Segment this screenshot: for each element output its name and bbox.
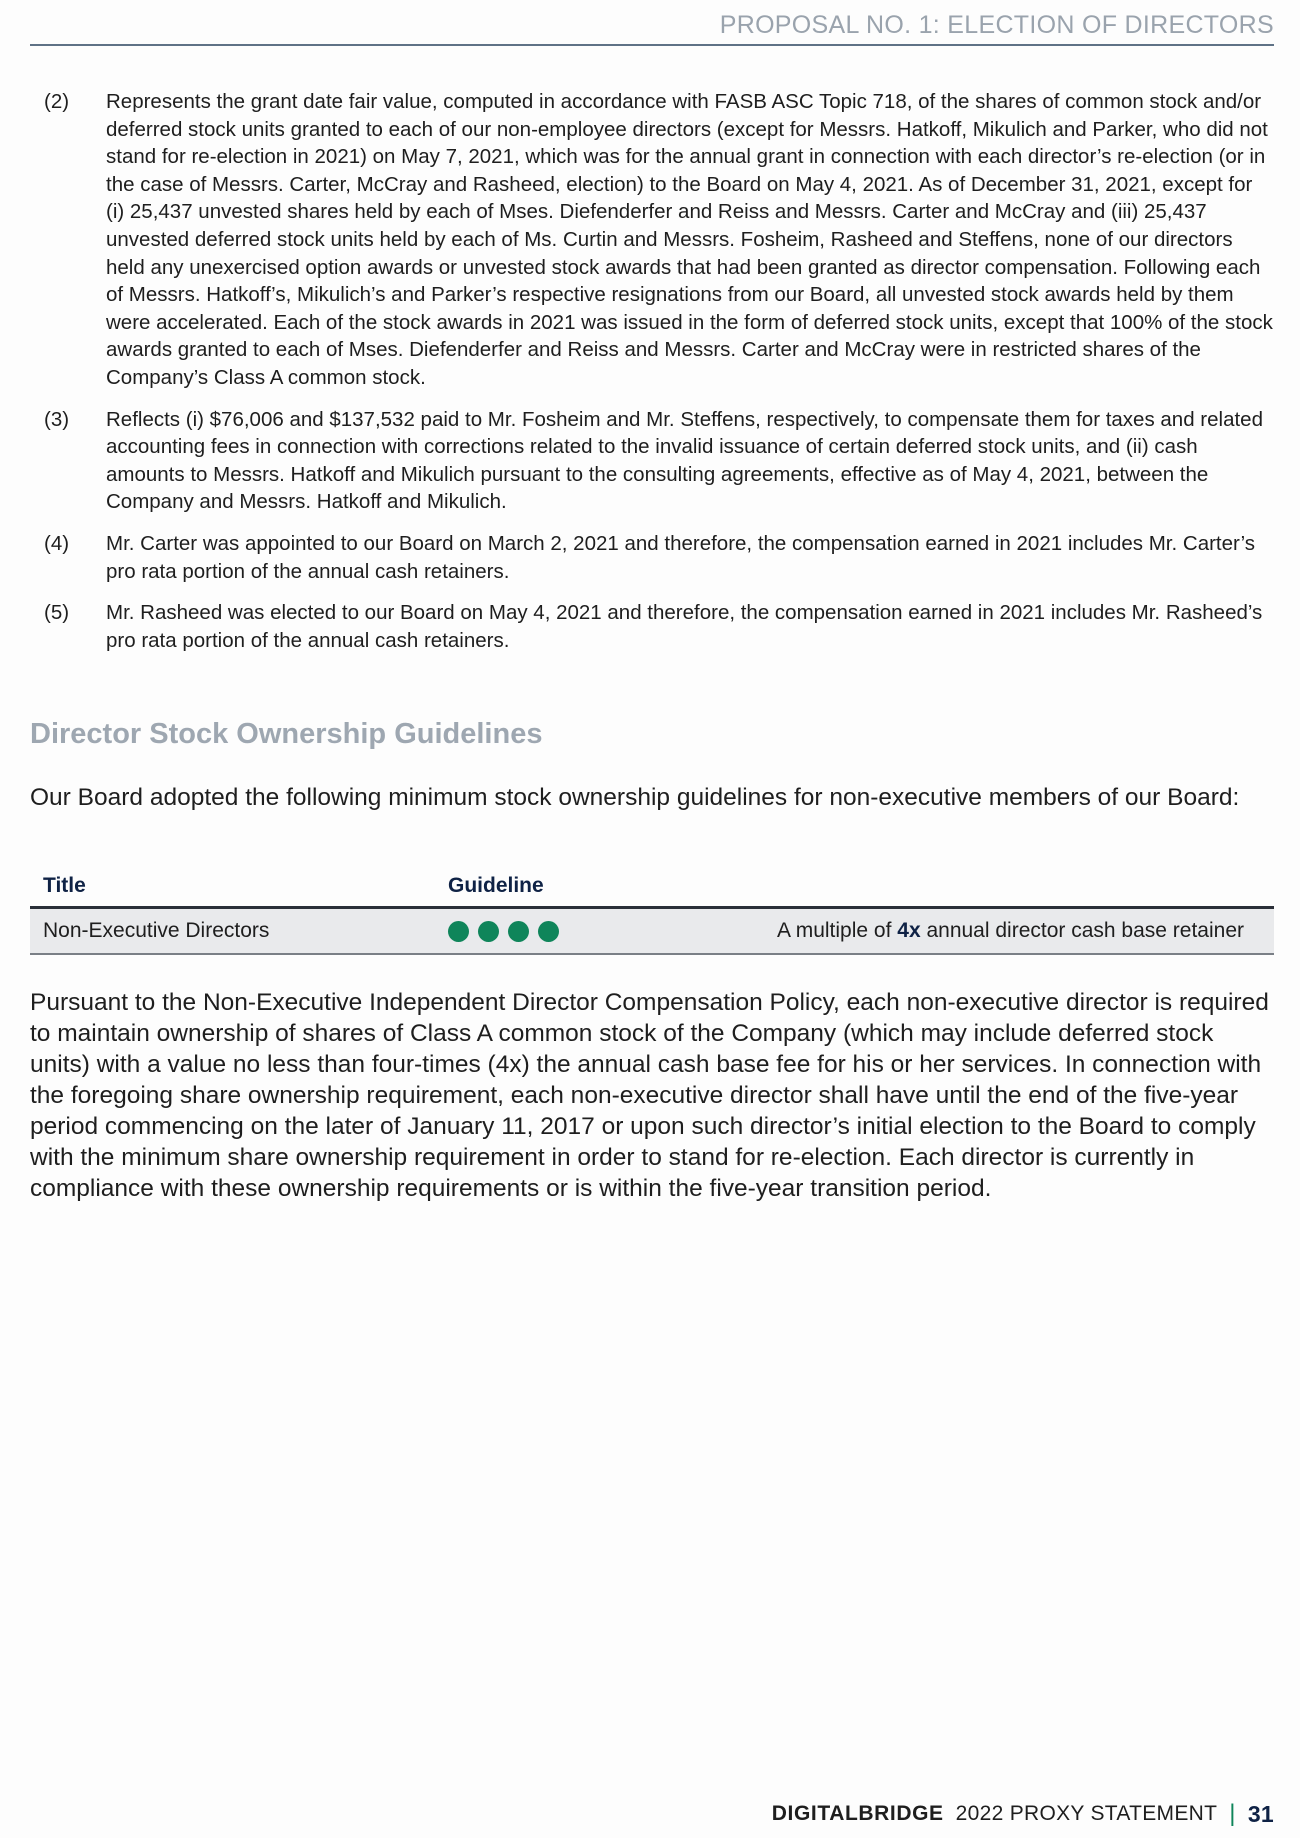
ownership-guidelines-table bbox=[30, 866, 1274, 955]
policy-paragraph: Pursuant to the Non-Executive Independent Director Compensation Policy, each non-executive director is required to maintain ownership of shares of Class A common stock of the Company (which may include deferred stock units) with a value no less than four-times (4x) the annual cash base fee for his or her services. In connection with the foregoing share ownership requirement, each non-executive director shall have until the end of the five-year period commencing on the later of January 11, 2017 or upon such director’s initial election to the Board to comply with the minimum share ownership requirement in order to stand for re-election. Each director is currently in compliance with these ownership requirements or is within the five-year transition period. bbox=[30, 989, 1269, 1202]
footnote bbox=[30, 599, 1274, 654]
footer-brand: DIGITALBRIDGE bbox=[771, 1802, 944, 1825]
section-running-title: PROPOSAL NO. 1: ELECTION OF DIRECTORS bbox=[719, 11, 1274, 39]
guideline-multiple: 4x bbox=[897, 919, 921, 942]
guideline-prefix: A multiple of bbox=[777, 919, 892, 942]
footnote-text: Represents the grant date fair value, computed in accordance with FASB ASC Topic 718, of the shares of common stock and/or deferred stock units granted to each of our non-employee directors (except for Messrs. Hatkoff, Mikulich and Parker, who did not stand for re-election in 2021) on May 7, 2021, which was for the annual grant in connection with each director’s re-election (or in the case of Messrs. Carter, McCray and Rasheed, election) to the Board on May 4, 2021. As of December 31, 2021, except for (i) 25,437 unvested shares held by each of Mses. Diefenderfer and Reiss and Messrs. Carter and McCray and (iii) 25,437 unvested deferred stock units held by each of Ms. Curtin and Messrs. Fosheim, Rasheed and Steffens, none of our directors held any unexercised option awards or unvested stock awards that had been granted as director compensation. Following each of Messrs. Hatkoff’s, Mikulich’s and Parker’s respective resignations from our Board, all unvested stock awards held by them were accelerated. Each of the stock awards in 2021 was issued in the form of deferred stock units, except that 100% of the stock awards granted to each of Mses. Diefenderfer and Reiss and Messrs. Carter and McCray were in restricted shares of the Company’s Class A common stock. bbox=[106, 90, 1273, 389]
guideline-dot-icon bbox=[448, 921, 469, 942]
guideline-text bbox=[698, 919, 1274, 943]
guideline-dots bbox=[448, 921, 698, 942]
footnote bbox=[30, 406, 1274, 516]
footer-document-title: 2022 PROXY STATEMENT bbox=[955, 1802, 1218, 1825]
intro-paragraph: Our Board adopted the following minimum stock ownership guidelines for non-executive members of our Board: bbox=[30, 784, 1240, 811]
footnote bbox=[30, 88, 1274, 392]
column-header-guideline: Guideline bbox=[448, 874, 544, 897]
table-header-row bbox=[30, 866, 1274, 909]
footnote-text: Reflects (i) $76,006 and $137,532 paid to Mr. Fosheim and Mr. Steffens, respectively, to compensate them for taxes and related accounting fees in connection with corrections related to the invalid issuance of certain deferred stock units, and (ii) cash amounts to Messrs. Hatkoff and Mikulich pursuant to the consulting agreements, effective as of May 4, 2021, between the Company and Messrs. Hatkoff and Mikulich. bbox=[106, 407, 1263, 514]
section-heading: Director Stock Ownership Guidelines bbox=[30, 718, 543, 750]
footnote-number: (2) bbox=[44, 90, 70, 113]
table-row bbox=[30, 909, 1274, 955]
footnote bbox=[30, 530, 1274, 585]
footnote-text: Mr. Rasheed was elected to our Board on May 4, 2021 and therefore, the compensation earned in 2021 includes Mr. Rasheed’s pro rata portion of the annual cash retainers. bbox=[106, 601, 1263, 652]
guideline-suffix: annual director cash base retainer bbox=[926, 919, 1244, 942]
footnote-number: (5) bbox=[44, 601, 70, 625]
page-number: 31 bbox=[1247, 1800, 1274, 1827]
page-header bbox=[30, 8, 1274, 46]
footnotes bbox=[30, 88, 1274, 668]
footer-separator: | bbox=[1229, 1800, 1236, 1827]
guideline-dot-icon bbox=[478, 921, 499, 942]
column-header-title: Title bbox=[43, 874, 86, 897]
footnote-number: (4) bbox=[44, 531, 70, 555]
row-title: Non-Executive Directors bbox=[43, 919, 270, 942]
footnote-number: (3) bbox=[44, 407, 70, 431]
page-footer bbox=[772, 1800, 1274, 1828]
guideline-dot-icon bbox=[508, 921, 529, 942]
footnote-text: Mr. Carter was appointed to our Board on March 2, 2021 and therefore, the compensation earned in 2021 includes Mr. Carter’s pro rata portion of the annual cash retainers. bbox=[106, 531, 1256, 583]
guideline-dot-icon bbox=[538, 921, 559, 942]
